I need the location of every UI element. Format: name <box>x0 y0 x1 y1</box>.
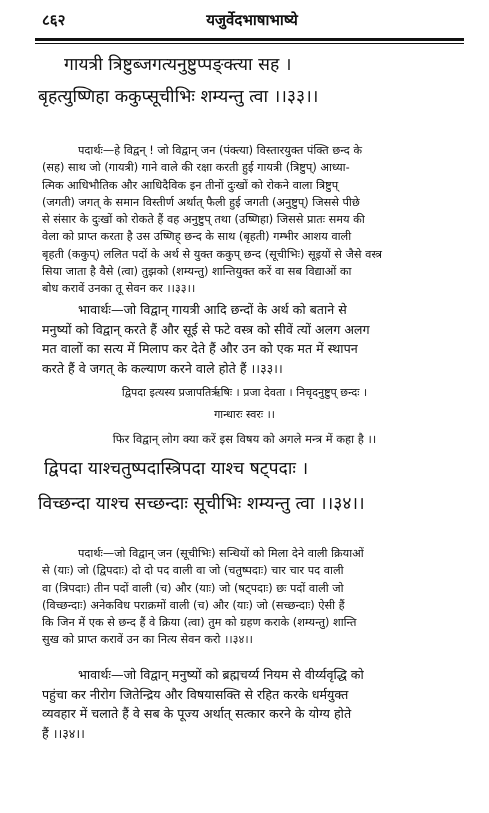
page-number: ८६२ <box>42 11 66 29</box>
text-line: (जगती) जगत् के समान विस्तीर्ण अर्थात् फैली हुई जगती (अनुष्टुप्) जिससे पीछे <box>42 195 360 209</box>
text-line: (विच्छन्दाः) अनेकविध पराक्रमों वाली (च) और (याः) जो (सच्छन्दाः) ऐसी हैं <box>42 598 345 612</box>
text-line: पहुंचा कर नीरोग जितेन्द्रिय और विषयासक्ति से रहित करके धर्मयुक्त <box>42 686 349 702</box>
mantra-33 <box>38 54 468 108</box>
text-line: त्मिक आधिभौतिक और आधिदैविक इन तीनों दुःखों को रोकने वाला त्रिष्टुप् <box>42 178 339 192</box>
text-line: से (याः) जो (द्विपदाः) दो दो पद वाली वा जो (चतुष्पदाः) चार चार पद वाली <box>42 564 344 578</box>
mantra-34-meta-line-1: द्विपदा इत्यस्य प्रजापतिर्ऋषिः । प्रजा देवता । निचृदनुष्टुप् छन्दः । <box>121 386 368 399</box>
text-line: बृहती (ककुप्) ललित पदों के अर्थ से युक्त ककुप् छन्द (सूचीभिः) सूइयों से जैसे वस्त्र <box>42 247 383 261</box>
text-line: वा (त्रिपदाः) तीन पदों वाली (च) और (याः) जो (षट्पदाः) छः पदों वाली जो <box>42 581 344 595</box>
text-line: व्यवहार में चलाते हैं वे सब के पूज्य अर्थात् सत्कार करने के योग्य होते <box>42 706 352 722</box>
header-rule <box>35 38 464 41</box>
text-line: भावार्थः—जो विद्वान् मनुष्यों को ब्रह्मचर्य्य नियम से वीर्य्यवृद्धि को <box>78 667 364 682</box>
text-line: सिया जाता है वैसे (त्वा) तुझको (शम्यन्तु) शान्तियुक्त करें वा सब विद्याओं का <box>42 265 352 279</box>
text-line: सुख को प्राप्त करावें उन का नित्य सेवन करो ।।३४।। <box>42 633 253 647</box>
mantra-33-line-2: बृहत्युष्णिहा ककुप्सूचीभिः शम्यन्तु त्वा ।।३३।। <box>38 87 319 107</box>
text-line: (सह) साथ जो (गायत्री) गाने वाले की रक्षा करती हुई गायत्री (त्रिष्टुप्) आध्या- <box>42 161 350 175</box>
mantra-34-meta-line-2: गान्धारः स्वरः ।। <box>214 408 275 421</box>
text-line: पदार्थः—जो विद्वान् जन (सूचीभिः) सन्धियों को मिला देने वाली क्रियाओं <box>78 547 364 560</box>
text-line: मत वालों का सत्य में मिलाप कर देते हैं और उन को एक मत में स्थापन <box>42 341 358 357</box>
text-line: कि जिन में एक से छन्द हैं वे क्रिया (त्वा) तुम को ग्रहण कराके (शम्यन्तु) शान्ति <box>42 616 357 630</box>
text-line: हैं ।।३४।। <box>42 725 85 741</box>
mantra-34 <box>38 458 468 515</box>
header-rule-thin <box>35 43 464 44</box>
bhavartha-33 <box>42 300 466 378</box>
padartha-33 <box>42 142 466 298</box>
mantra-34-line-1: द्विपदा याश्चतुष्पदास्त्रिपदा याश्च षट्पदाः । <box>44 459 309 479</box>
text-line: भावार्थः—जो विद्वान् गायत्री आदि छन्दों के अर्थ को बताने से <box>78 302 347 317</box>
page-header <box>42 10 462 34</box>
mantra-34-line-2: विच्छन्दा याश्च सच्छन्दाः सूचीभिः शम्यन्तु त्वा ।।३४।। <box>38 494 365 514</box>
text-line: से संसार के दुःखों को रोकते हैं वह अनुष्टुप् तथा (उष्णिहा) जिससे प्रातः समय की <box>42 213 365 227</box>
text-line: करते हैं वे जगत् के कल्याण करने वाले होते हैं ।।३३।। <box>42 360 283 376</box>
text-line: बोध करावें उनका तू सेवन कर ।।३३।। <box>42 282 196 296</box>
mantra-33-line-1: गायत्री त्रिष्टुब्जगत्यनुष्टुप्पङ्क्त्या सह । <box>64 55 292 75</box>
running-title: यजुर्वेदभाषाभाष्ये <box>206 11 298 29</box>
text-line: मनुष्यों को विद्वान् करते हैं और सूई से फटे वस्त्र को सीवें त्यों अलग अलग <box>42 321 370 337</box>
text-line: वेला को प्राप्त करता है उस उष्णिह् छन्द के साथ (बृहती) गम्भीर आशय वाली <box>42 230 352 244</box>
text-line: पदार्थः—हे विद्वन् ! जो विद्वान् जन (पंक्त्या) विस्तारयुक्त पंक्ति छन्द के <box>78 144 363 157</box>
bhavartha-34 <box>42 665 466 743</box>
mantra-34-intro: फिर विद्वान् लोग क्या करें इस विषय को अगले मन्त्र में कहा है ।। <box>112 432 377 446</box>
padartha-34 <box>42 545 466 649</box>
